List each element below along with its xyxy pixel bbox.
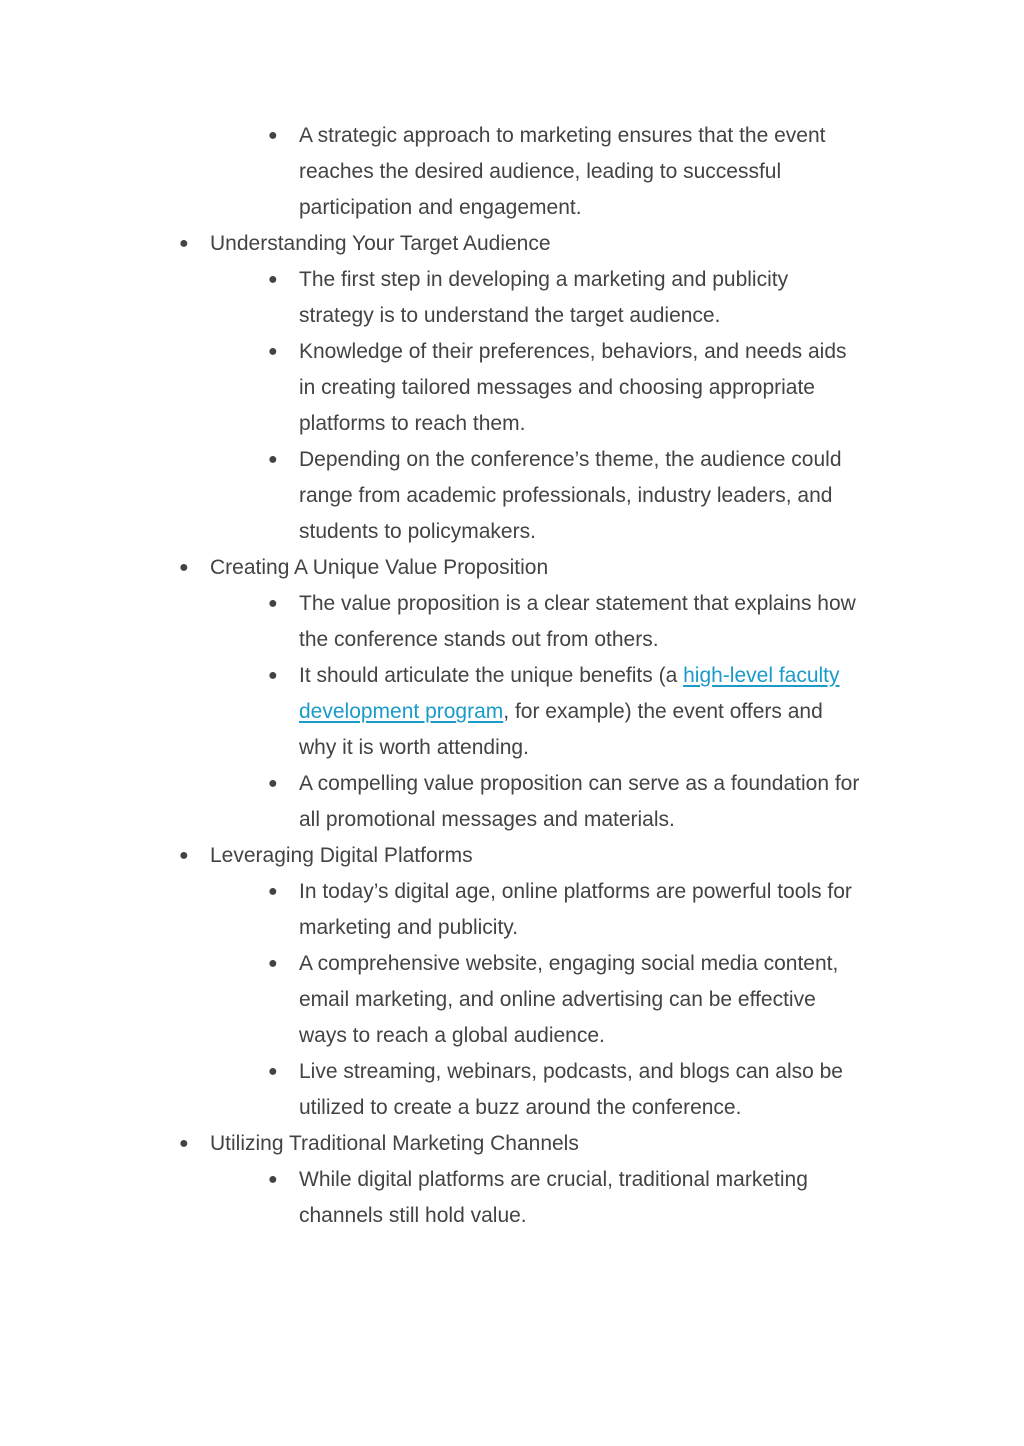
list-item-text: ways to reach a global audience. bbox=[299, 1024, 605, 1047]
list-item-continuation bbox=[0, 154, 1024, 190]
list-item-text: Depending on the conference’s theme, the audience could bbox=[299, 448, 842, 471]
bullet-icon: ● bbox=[179, 235, 189, 252]
bullet-icon: ● bbox=[268, 667, 278, 684]
faculty-development-link-continued[interactable]: development program bbox=[299, 700, 504, 723]
bullet-icon: ● bbox=[268, 1171, 278, 1188]
list-item-text: utilized to create a buzz around the conference. bbox=[299, 1096, 742, 1119]
bullet-heading-item bbox=[0, 550, 1024, 586]
bullet-heading-item bbox=[0, 1126, 1024, 1162]
sub-bullet-item bbox=[0, 658, 1024, 694]
sub-bullet-item bbox=[0, 1054, 1024, 1090]
sub-bullet-item bbox=[0, 946, 1024, 982]
sub-bullet-item bbox=[0, 586, 1024, 622]
list-item-text: The first step in developing a marketing and publicity bbox=[299, 268, 789, 291]
list-item-text: The value proposition is a clear statement that explains how bbox=[299, 592, 856, 615]
list-item-text-segment: It should articulate the unique benefits (a bbox=[299, 664, 684, 687]
list-item-text: in creating tailored messages and choosing appropriate bbox=[299, 376, 815, 399]
section-heading-text: Creating A Unique Value Proposition bbox=[210, 556, 549, 579]
list-item-continuation bbox=[0, 730, 1024, 766]
list-item-text: channels still hold value. bbox=[299, 1204, 527, 1227]
list-item-continuation bbox=[0, 802, 1024, 838]
list-item-text: A compelling value proposition can serve as a foundation for bbox=[299, 772, 860, 795]
bullet-icon: ● bbox=[179, 847, 189, 864]
list-item-continuation bbox=[0, 298, 1024, 334]
list-item-text bbox=[299, 694, 823, 730]
list-item-text: While digital platforms are crucial, traditional marketing bbox=[299, 1168, 808, 1191]
list-item-text: range from academic professionals, industry leaders, and bbox=[299, 484, 833, 507]
sub-bullet-item bbox=[0, 442, 1024, 478]
bullet-icon: ● bbox=[268, 451, 278, 468]
list-item-text: Knowledge of their preferences, behaviors, and needs aids bbox=[299, 340, 847, 363]
list-item-text: strategy is to understand the target audience. bbox=[299, 304, 721, 327]
list-item-continuation bbox=[0, 406, 1024, 442]
sub-bullet-item bbox=[0, 334, 1024, 370]
bullet-icon: ● bbox=[179, 559, 189, 576]
bullet-icon: ● bbox=[268, 1063, 278, 1080]
list-item-continuation bbox=[0, 694, 1024, 730]
bullet-icon: ● bbox=[179, 1135, 189, 1152]
list-item-text: marketing and publicity. bbox=[299, 916, 519, 939]
bullet-heading-item bbox=[0, 226, 1024, 262]
bullet-icon: ● bbox=[268, 271, 278, 288]
list-item-text: platforms to reach them. bbox=[299, 412, 526, 435]
list-item-text: the conference stands out from others. bbox=[299, 628, 659, 651]
list-item-text: A comprehensive website, engaging social media content, bbox=[299, 952, 839, 975]
list-item-text: In today’s digital age, online platforms are powerful tools for bbox=[299, 880, 852, 903]
list-item-continuation bbox=[0, 1198, 1024, 1234]
document-body bbox=[0, 118, 1024, 1234]
list-item-continuation bbox=[0, 190, 1024, 226]
list-item-text: Live streaming, webinars, podcasts, and blogs can also be bbox=[299, 1060, 843, 1083]
bullet-icon: ● bbox=[268, 775, 278, 792]
faculty-development-link[interactable]: high-level faculty bbox=[683, 664, 840, 687]
list-item-continuation bbox=[0, 478, 1024, 514]
list-item-text: why it is worth attending. bbox=[299, 736, 529, 759]
sub-bullet-item bbox=[0, 1162, 1024, 1198]
list-item-text: A strategic approach to marketing ensures that the event bbox=[299, 124, 826, 147]
bullet-icon: ● bbox=[268, 955, 278, 972]
section-heading-text: Leveraging Digital Platforms bbox=[210, 844, 473, 867]
bullet-icon: ● bbox=[268, 883, 278, 900]
bullet-icon: ● bbox=[268, 127, 278, 144]
sub-bullet-item bbox=[0, 262, 1024, 298]
list-item-continuation bbox=[0, 514, 1024, 550]
sub-bullet-item bbox=[0, 118, 1024, 154]
list-item-text: email marketing, and online advertising can be effective bbox=[299, 988, 816, 1011]
list-item-continuation bbox=[0, 1090, 1024, 1126]
list-item-continuation bbox=[0, 1018, 1024, 1054]
list-item-text: participation and engagement. bbox=[299, 196, 582, 219]
sub-bullet-item bbox=[0, 766, 1024, 802]
bullet-icon: ● bbox=[268, 595, 278, 612]
section-heading-text: Utilizing Traditional Marketing Channels bbox=[210, 1132, 579, 1155]
list-item-text-segment: , for example) the event offers and bbox=[503, 700, 823, 723]
list-item-text bbox=[299, 658, 840, 694]
sub-bullet-item bbox=[0, 874, 1024, 910]
list-item-text: students to policymakers. bbox=[299, 520, 536, 543]
list-item-continuation bbox=[0, 622, 1024, 658]
list-item-continuation bbox=[0, 982, 1024, 1018]
list-item-continuation bbox=[0, 910, 1024, 946]
list-item-text: all promotional messages and materials. bbox=[299, 808, 675, 831]
bullet-heading-item bbox=[0, 838, 1024, 874]
section-heading-text: Understanding Your Target Audience bbox=[210, 232, 551, 255]
list-item-text: reaches the desired audience, leading to successful bbox=[299, 160, 782, 183]
list-item-continuation bbox=[0, 370, 1024, 406]
bullet-icon: ● bbox=[268, 343, 278, 360]
